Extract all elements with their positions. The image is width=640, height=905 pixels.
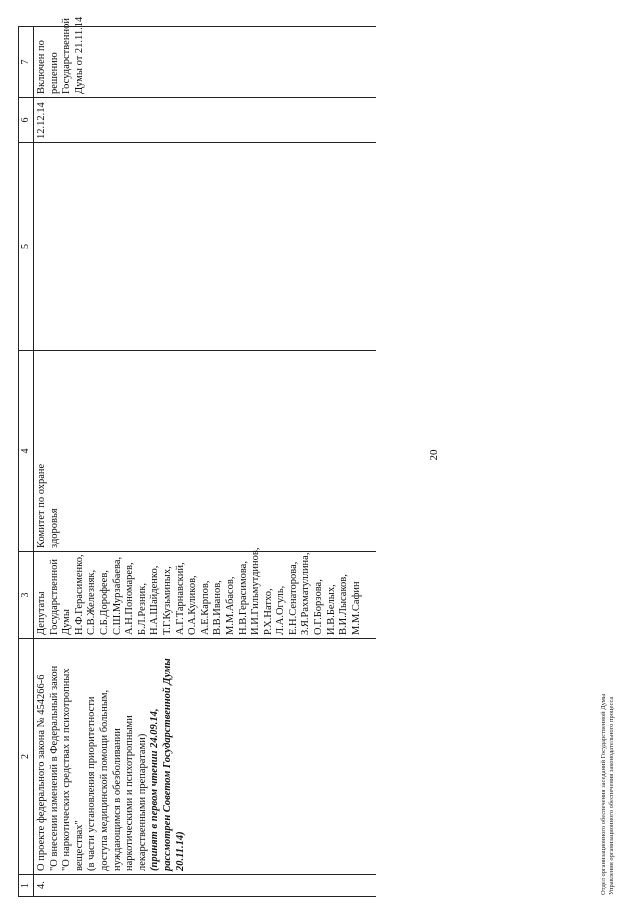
- table-row: [34, 27, 377, 897]
- initiator: Думы: [61, 609, 73, 635]
- decision-line: Государственной: [61, 18, 73, 94]
- bill-title-line: лекарственными препаратами): [136, 733, 148, 871]
- initiator: О.А.Куликов,: [187, 575, 199, 635]
- committee-cell: [34, 351, 377, 552]
- initiator: Н.В.Герасимова,: [237, 561, 249, 635]
- footer-line: Отдел организационного обеспечения заседаний Государственной Думы: [600, 693, 607, 895]
- initiator: С.Б.Дорофеев,: [98, 570, 110, 635]
- bill-status-note: рассмотрен Советом Государственной Думы: [161, 658, 173, 871]
- initiator: М.М.Сафин: [350, 581, 362, 635]
- initiator: Л.А.Огуль,: [275, 585, 287, 635]
- bill-title-line: наркотическими и психотропными: [124, 715, 136, 871]
- initiator: И.В.Белых,: [325, 584, 337, 635]
- initiator: Н.Ф.Герасименко,: [73, 554, 85, 635]
- initiator: М.М.Абасов,: [224, 576, 236, 635]
- decision-line: Думы от 21.11.14: [73, 16, 85, 94]
- initiator: Е.Н.Сенаторова,: [287, 561, 299, 635]
- column-number: 4: [19, 351, 34, 552]
- initiator: З.Я.Рахматуллина,: [300, 552, 312, 635]
- initiators-cell: [34, 547, 377, 639]
- footer: [600, 694, 616, 895]
- column-number: 2: [19, 639, 34, 875]
- column-number: 5: [19, 143, 34, 351]
- column-5-cell: [34, 143, 377, 351]
- legislation-table: [18, 16, 376, 897]
- column-number: 6: [19, 98, 34, 143]
- initiator: Н.А.Шайденко,: [149, 565, 161, 635]
- initiator: В.В.Иванов,: [212, 580, 224, 635]
- initiator: О.Г.Борзова,: [313, 579, 325, 635]
- bill-title-line: "О наркотических средствах и психотропных: [61, 668, 73, 871]
- decision-cell: [34, 16, 377, 98]
- decision-line: решению: [48, 52, 60, 94]
- committee-line: Комитет по охране: [36, 463, 47, 548]
- row-number: 4.: [34, 875, 377, 897]
- bill-title-line: "О внесении изменений в Федеральный закон: [48, 665, 60, 871]
- initiator: Государственной: [48, 559, 60, 635]
- initiator: А.Е.Карпов,: [199, 580, 211, 635]
- bill-title-line: (в части установления приоритетности: [86, 696, 98, 871]
- column-number-row: [19, 27, 34, 897]
- bill-title-line: доступа медицинской помощи больным,: [98, 689, 110, 871]
- initiator: И.И.Гильмутдинов,: [250, 547, 262, 635]
- bill-status-note: (принят в первом чтении 24.09.14,: [149, 708, 161, 871]
- footer-line: Управления организационного обеспечения законодательного процесса: [608, 696, 615, 895]
- initiator: В.И.Лысаков,: [338, 574, 350, 635]
- bill-title-line: веществах": [73, 820, 85, 871]
- page-number: 20: [428, 449, 440, 461]
- column-number: 3: [19, 552, 34, 639]
- bill-title-cell: [34, 639, 377, 875]
- initiator: С.Ш.Мурзабаева,: [111, 556, 123, 635]
- bill-title-line: нуждающимся в обезболивании: [111, 728, 123, 871]
- initiator: Р.Х.Натхо,: [262, 588, 274, 635]
- bill-status-note: 20.11.14): [174, 831, 186, 871]
- committee-line: здоровья: [48, 508, 60, 548]
- initiator: С.В.Железняк,: [86, 569, 98, 635]
- initiator: Б.Л.Резник,: [136, 582, 148, 635]
- initiator: А.Н.Пономарев,: [124, 562, 136, 635]
- date-cell: 12.12.14: [34, 98, 377, 143]
- initiator: Т.Г.Кузьминых,: [161, 566, 173, 635]
- column-number: 1: [19, 875, 34, 897]
- decision-line: Включен по: [36, 40, 47, 94]
- bill-title-line: О проекте федерального закона № 454266-6: [36, 674, 47, 871]
- initiator: А.Г.Тарнавский,: [174, 562, 186, 635]
- initiator: Депутаты: [36, 591, 47, 635]
- column-number: 7: [19, 27, 34, 98]
